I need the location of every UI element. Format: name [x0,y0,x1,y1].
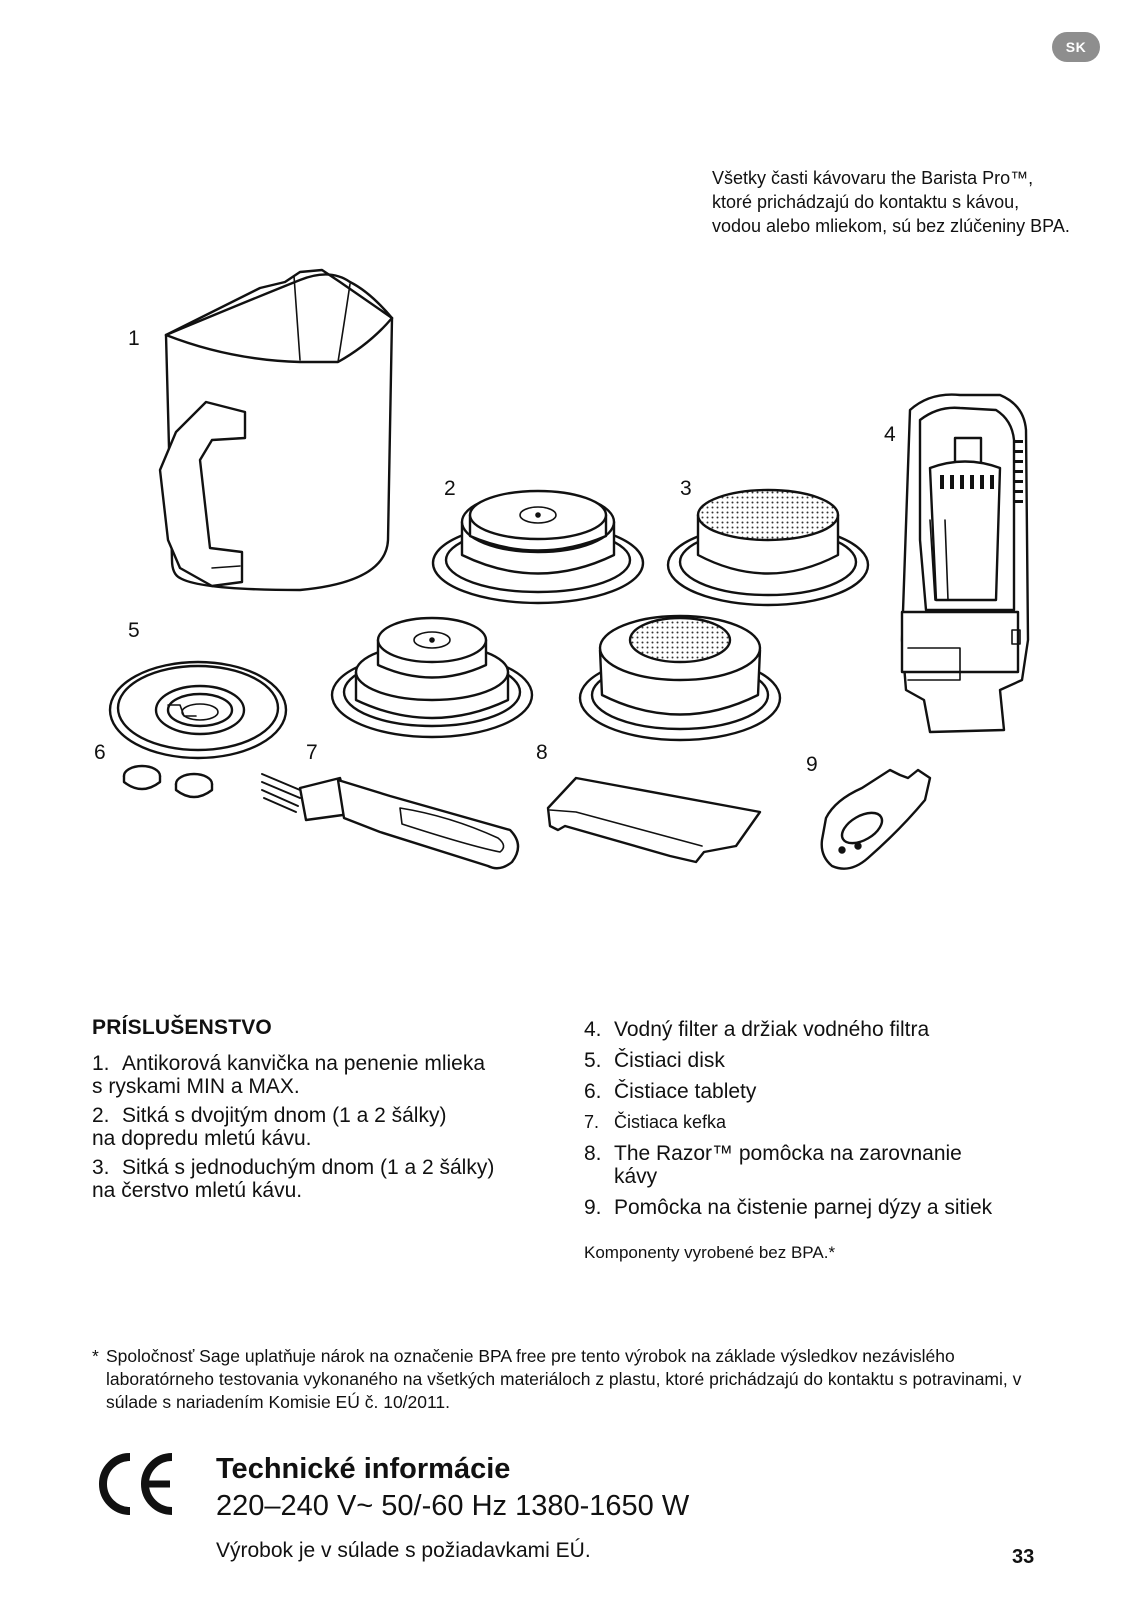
single-wall-filter-small-illustration [580,616,780,740]
list-item: 8. The Razor™ pomôcka na zarovnanie kávy [584,1142,1064,1188]
list-item: 3. Sitká s jednoduchým dnom (1 a 2 šálky) na čerstvo mletú kávu. [92,1156,562,1202]
accessories-list-left [92,1052,562,1208]
cleaning-tablets-illustration [124,766,212,797]
language-badge: SK [1052,32,1100,62]
item-sublabel: na dopredu mletú kávu. [92,1127,312,1150]
item-label: Čistiaci disk [614,1049,725,1072]
cleaning-brush-illustration [262,774,518,868]
components-bpa-note: Komponenty vyrobené bez BPA.* [584,1243,836,1262]
water-filter-illustration [902,395,1028,732]
figure-label-2: 2 [444,477,456,500]
razor-tool-illustration [548,778,760,862]
figure-label-5: 5 [128,619,140,642]
dual-wall-filter-large-illustration [433,491,643,603]
item-label: Pomôcka na čistenie parnej dýzy a sitiek [614,1196,993,1219]
list-item: 6. Čistiace tablety [584,1080,757,1103]
figure-label-1: 1 [128,327,140,350]
figure-label-7: 7 [306,741,318,764]
figure-label-3: 3 [680,477,692,500]
item-sublabel: s ryskami MIN a MAX. [92,1075,300,1098]
page-number: 33 [1012,1546,1035,1568]
item-label: Sitká s dvojitým dnom (1 a 2 šálky) [122,1104,447,1127]
item-label: Čistiace tablety [614,1080,757,1103]
cleaning-disc-illustration [110,662,286,758]
figure-label-4: 4 [884,423,896,446]
list-item: 4. Vodný filter a držiak vodného filtra [584,1018,930,1041]
ce-mark-icon [92,1453,176,1515]
technical-specs: 220–240 V~ 50/-60 Hz 1380-1650 W [216,1490,690,1522]
list-item: 9. Pomôcka na čistenie parnej dýzy a sitiek [584,1196,993,1219]
footnote-star: * [92,1346,99,1366]
accessories-title: PRÍSLUŠENSTVO [92,1016,272,1039]
technical-info-title: Technické informácie [216,1453,511,1485]
item-label: The Razor™ pomôcka na zarovnanie kávy [614,1142,962,1188]
figure-label-6: 6 [94,741,106,764]
footnote-text: Spoločnosť Sage uplatňuje nárok na označenie BPA free pre tento výrobok na základe výsledkov nezávislého laboratórneho testovania vykonaného na všetkých materiáloch z plastu, ktoré prichádzajú do kontaktu s potravinami, v súlade s nariadením Komisie EÚ č. 10/2011. [106,1346,1022,1412]
figure-label-8: 8 [536,741,548,764]
accessories-list-right [584,1018,1064,1227]
bpa-footnote [92,1345,1052,1414]
figure-label-9: 9 [806,753,818,776]
eu-compliance-note: Výrobok je v súlade s požiadavkami EÚ. [216,1539,591,1562]
steam-wand-tool-illustration [822,770,930,869]
item-label: Antikorová kanvička na penenie mlieka [122,1052,486,1075]
list-item: 2. Sitká s dvojitým dnom (1 a 2 šálky) na dopredu mletú kávu. [92,1104,562,1150]
item-sublabel: na čerstvo mletú kávu. [92,1179,303,1202]
list-item: 5. Čistiaci disk [584,1049,725,1072]
milk-jug-illustration [160,270,392,590]
item-label: Vodný filter a držiak vodného filtra [614,1018,930,1041]
item-label: Sitká s jednoduchým dnom (1 a 2 šálky) [122,1156,495,1179]
bpa-free-note: Všetky časti kávovaru the Barista Pro™, ktoré prichádzajú do kontaktu s kávou, vodou alebo mliekom, sú bez zlúčeniny BPA. [712,168,1070,236]
list-item: 7. Čistiaca kefka [584,1112,727,1132]
list-item: 1. Antikorová kanvička na penenie mlieka s ryskami MIN a MAX. [92,1052,562,1098]
single-wall-filter-large-illustration [668,490,868,605]
item-label: Čistiaca kefka [614,1112,727,1132]
dual-wall-filter-small-illustration [332,618,532,737]
